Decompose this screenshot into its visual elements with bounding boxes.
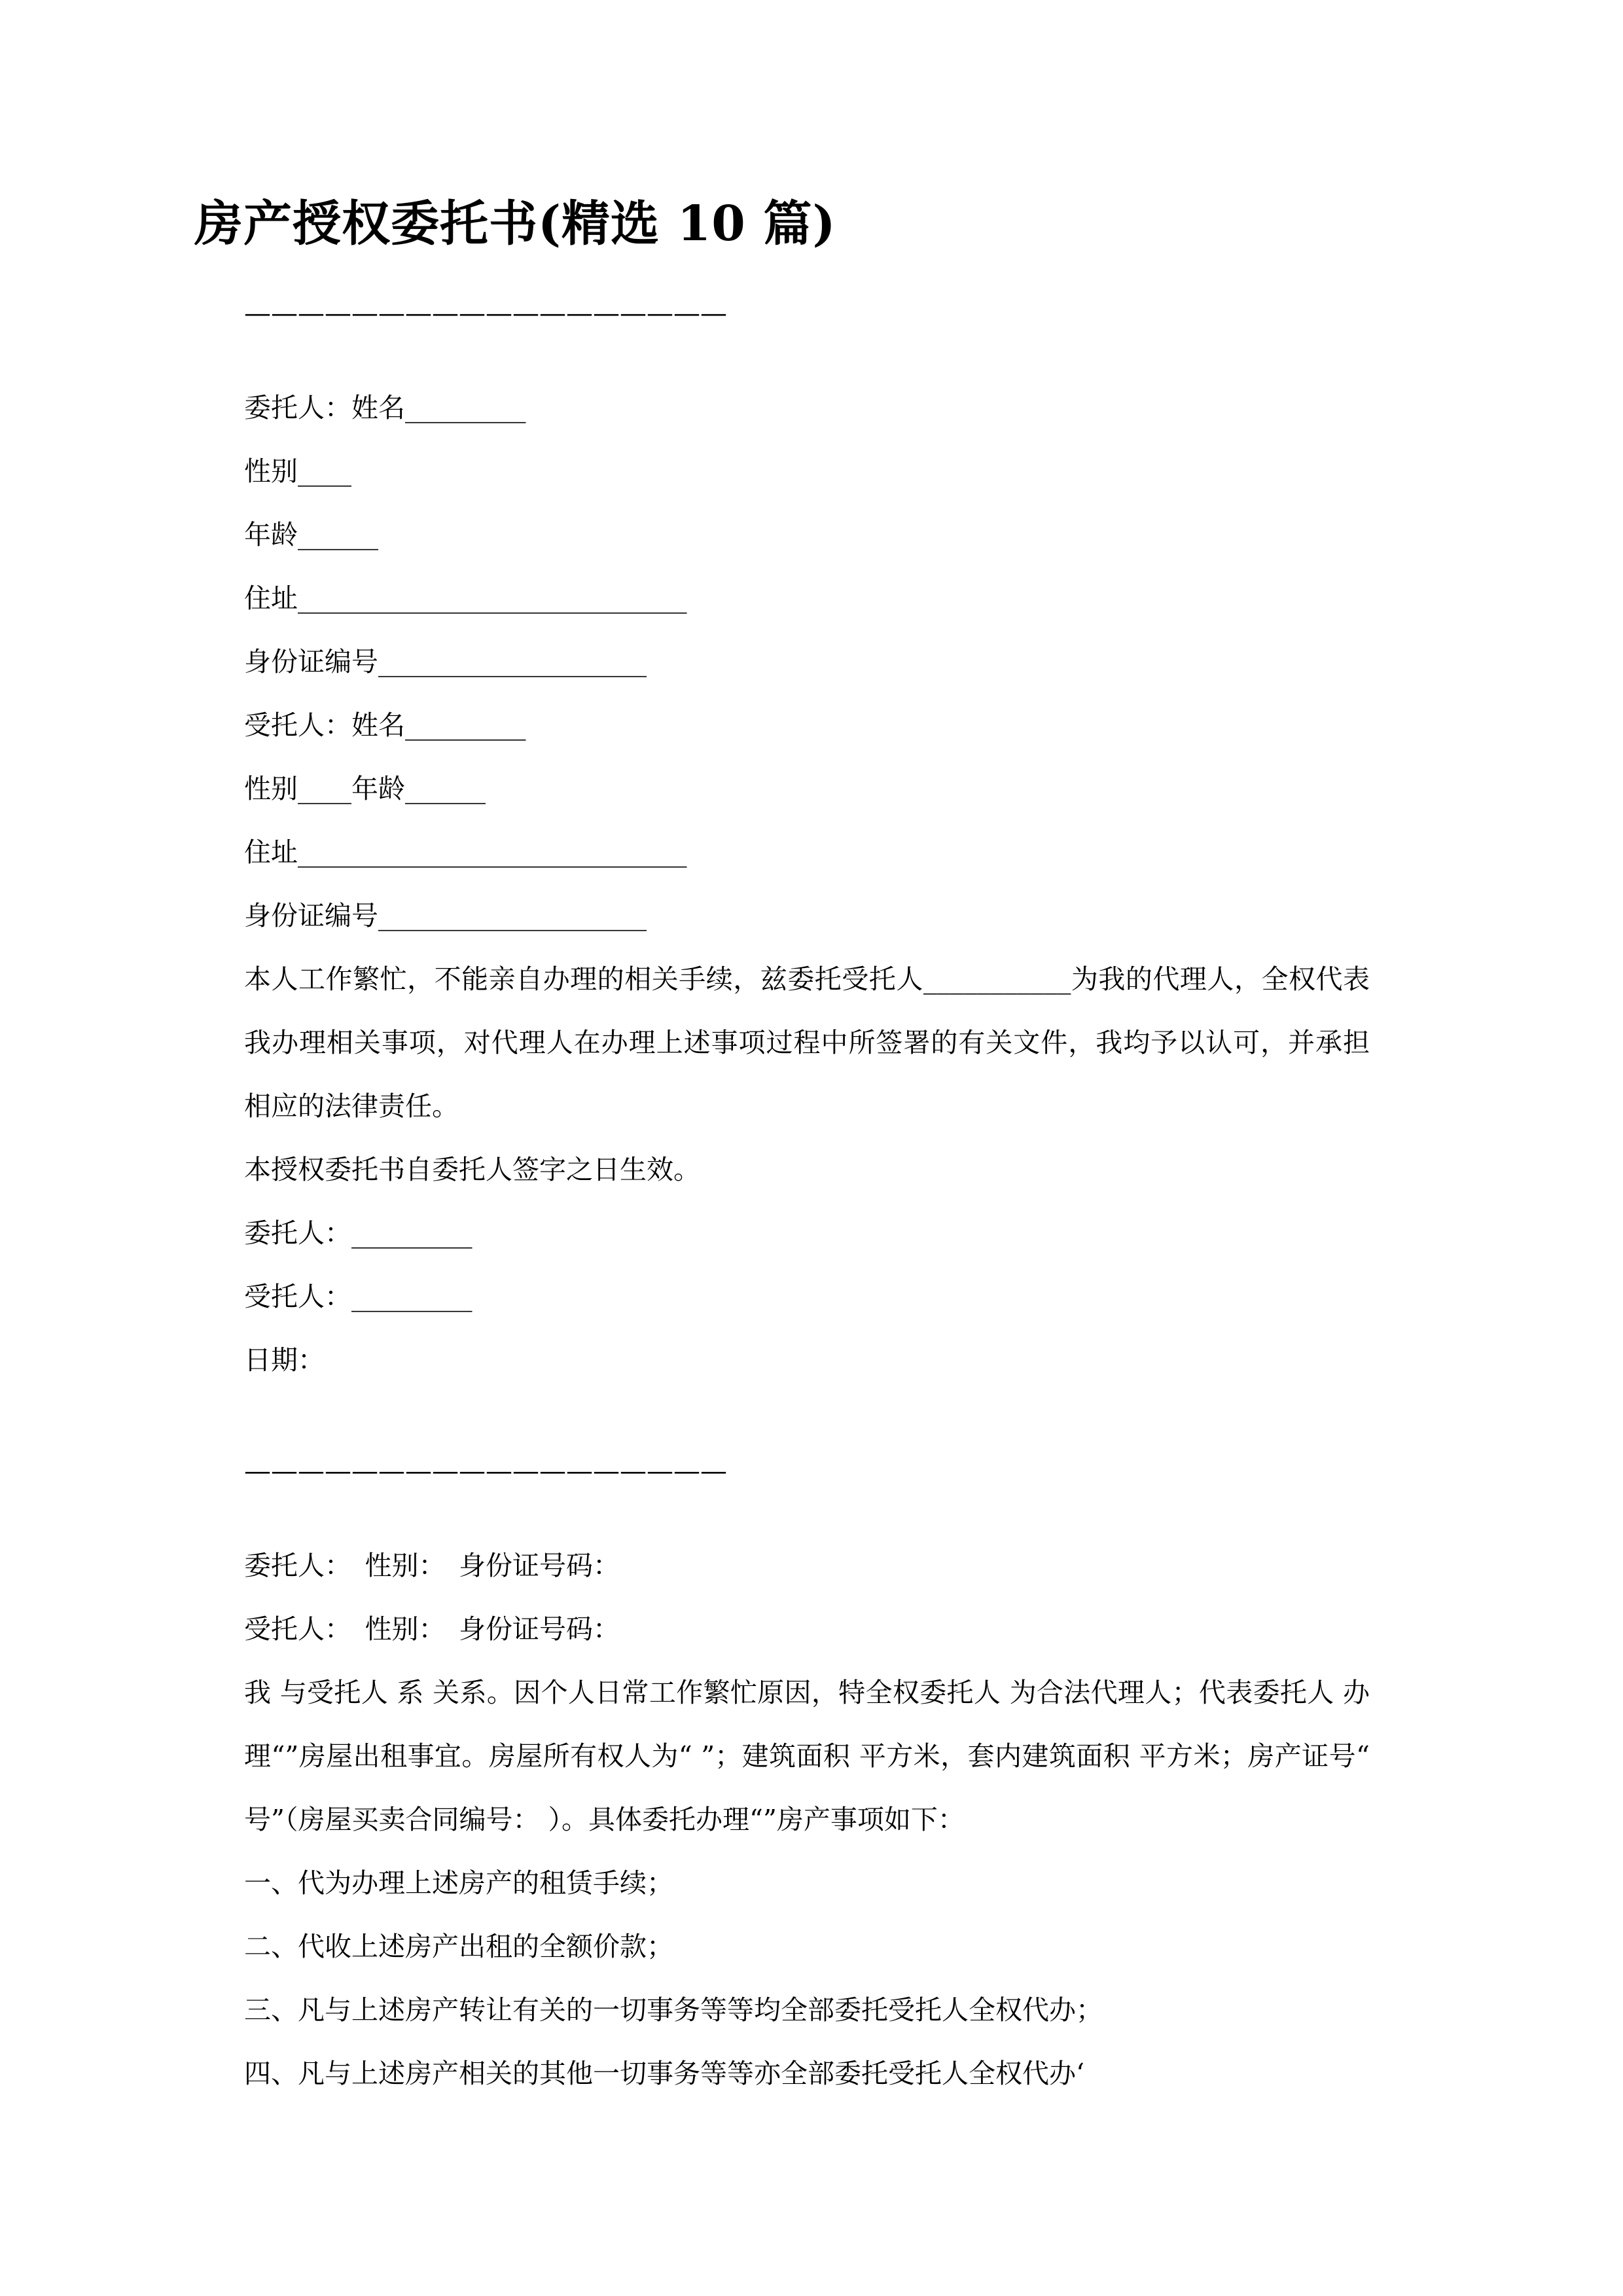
effective-clause: 本授权委托书自委托人签字之日生效。 xyxy=(244,1154,700,1185)
agent-name-field: 受托人：姓名_________ xyxy=(244,709,526,741)
list-item: 一、代为办理上述房产的租赁手续； xyxy=(244,1867,673,1899)
signature-date: 日期： xyxy=(244,1344,325,1376)
spacer xyxy=(244,1392,1370,1439)
list-item: 四、凡与上述房产相关的其他一切事务等等亦全部委托受托人全权代办‘ xyxy=(244,2058,1085,2089)
list-item: 三、凡与上述房产转让有关的一切事务等等均全部委托受托人全权代办； xyxy=(244,1994,1103,2026)
relationship-paragraph: 我 与受托人 系 关系。因个人日常工作繁忙原因，特全权委托人 为合法代理人；代表委托人 办理“”房屋出租事宜。房屋所有权人为“ ”；建筑面积 平方米，套内建筑面积 平方米；房产证号“ 号”（房屋买卖合同编号： ）。具体委托办理“”房产事项如下： xyxy=(244,1677,1379,1835)
agent-info-line: 受托人： 性别： 身份证号码： xyxy=(244,1613,620,1645)
separator-middle: —————————————————— xyxy=(244,1455,727,1486)
signature-agent: 受托人：_________ xyxy=(244,1281,473,1312)
principal-address-field: 住址_____________________________ xyxy=(244,583,687,614)
document-body xyxy=(244,281,1379,2106)
separator-top: —————————————————— xyxy=(244,297,727,329)
agent-address-field: 住址_____________________________ xyxy=(244,836,687,868)
agent-gender-age-field: 性别____年龄______ xyxy=(244,773,486,804)
principal-info-line: 委托人： 性别： 身份证号码： xyxy=(244,1550,620,1581)
list-item: 二、代收上述房产出租的全额价款； xyxy=(244,1931,673,1962)
agent-id-field: 身份证编号____________________ xyxy=(244,900,647,931)
principal-id-field: 身份证编号____________________ xyxy=(244,646,647,677)
principal-age-field: 年龄______ xyxy=(244,519,378,550)
principal-name-field: 委托人：姓名_________ xyxy=(244,392,526,423)
principal-gender-field: 性别____ xyxy=(244,456,351,487)
authorization-paragraph: 本人工作繁忙，不能亲自办理的相关手续，兹委托受托人___________为我的代理人，全权代表我办理相关事项，对代理人在办理上述事项过程中所签署的有关文件，我均予以认可，并承担相应的法律责任。 xyxy=(244,963,1370,1122)
signature-principal: 委托人：_________ xyxy=(244,1217,473,1249)
spacer xyxy=(244,1503,1370,1534)
page-title: 房产授权委托书(精选 10 篇) xyxy=(194,196,836,252)
spacer xyxy=(244,345,1370,376)
